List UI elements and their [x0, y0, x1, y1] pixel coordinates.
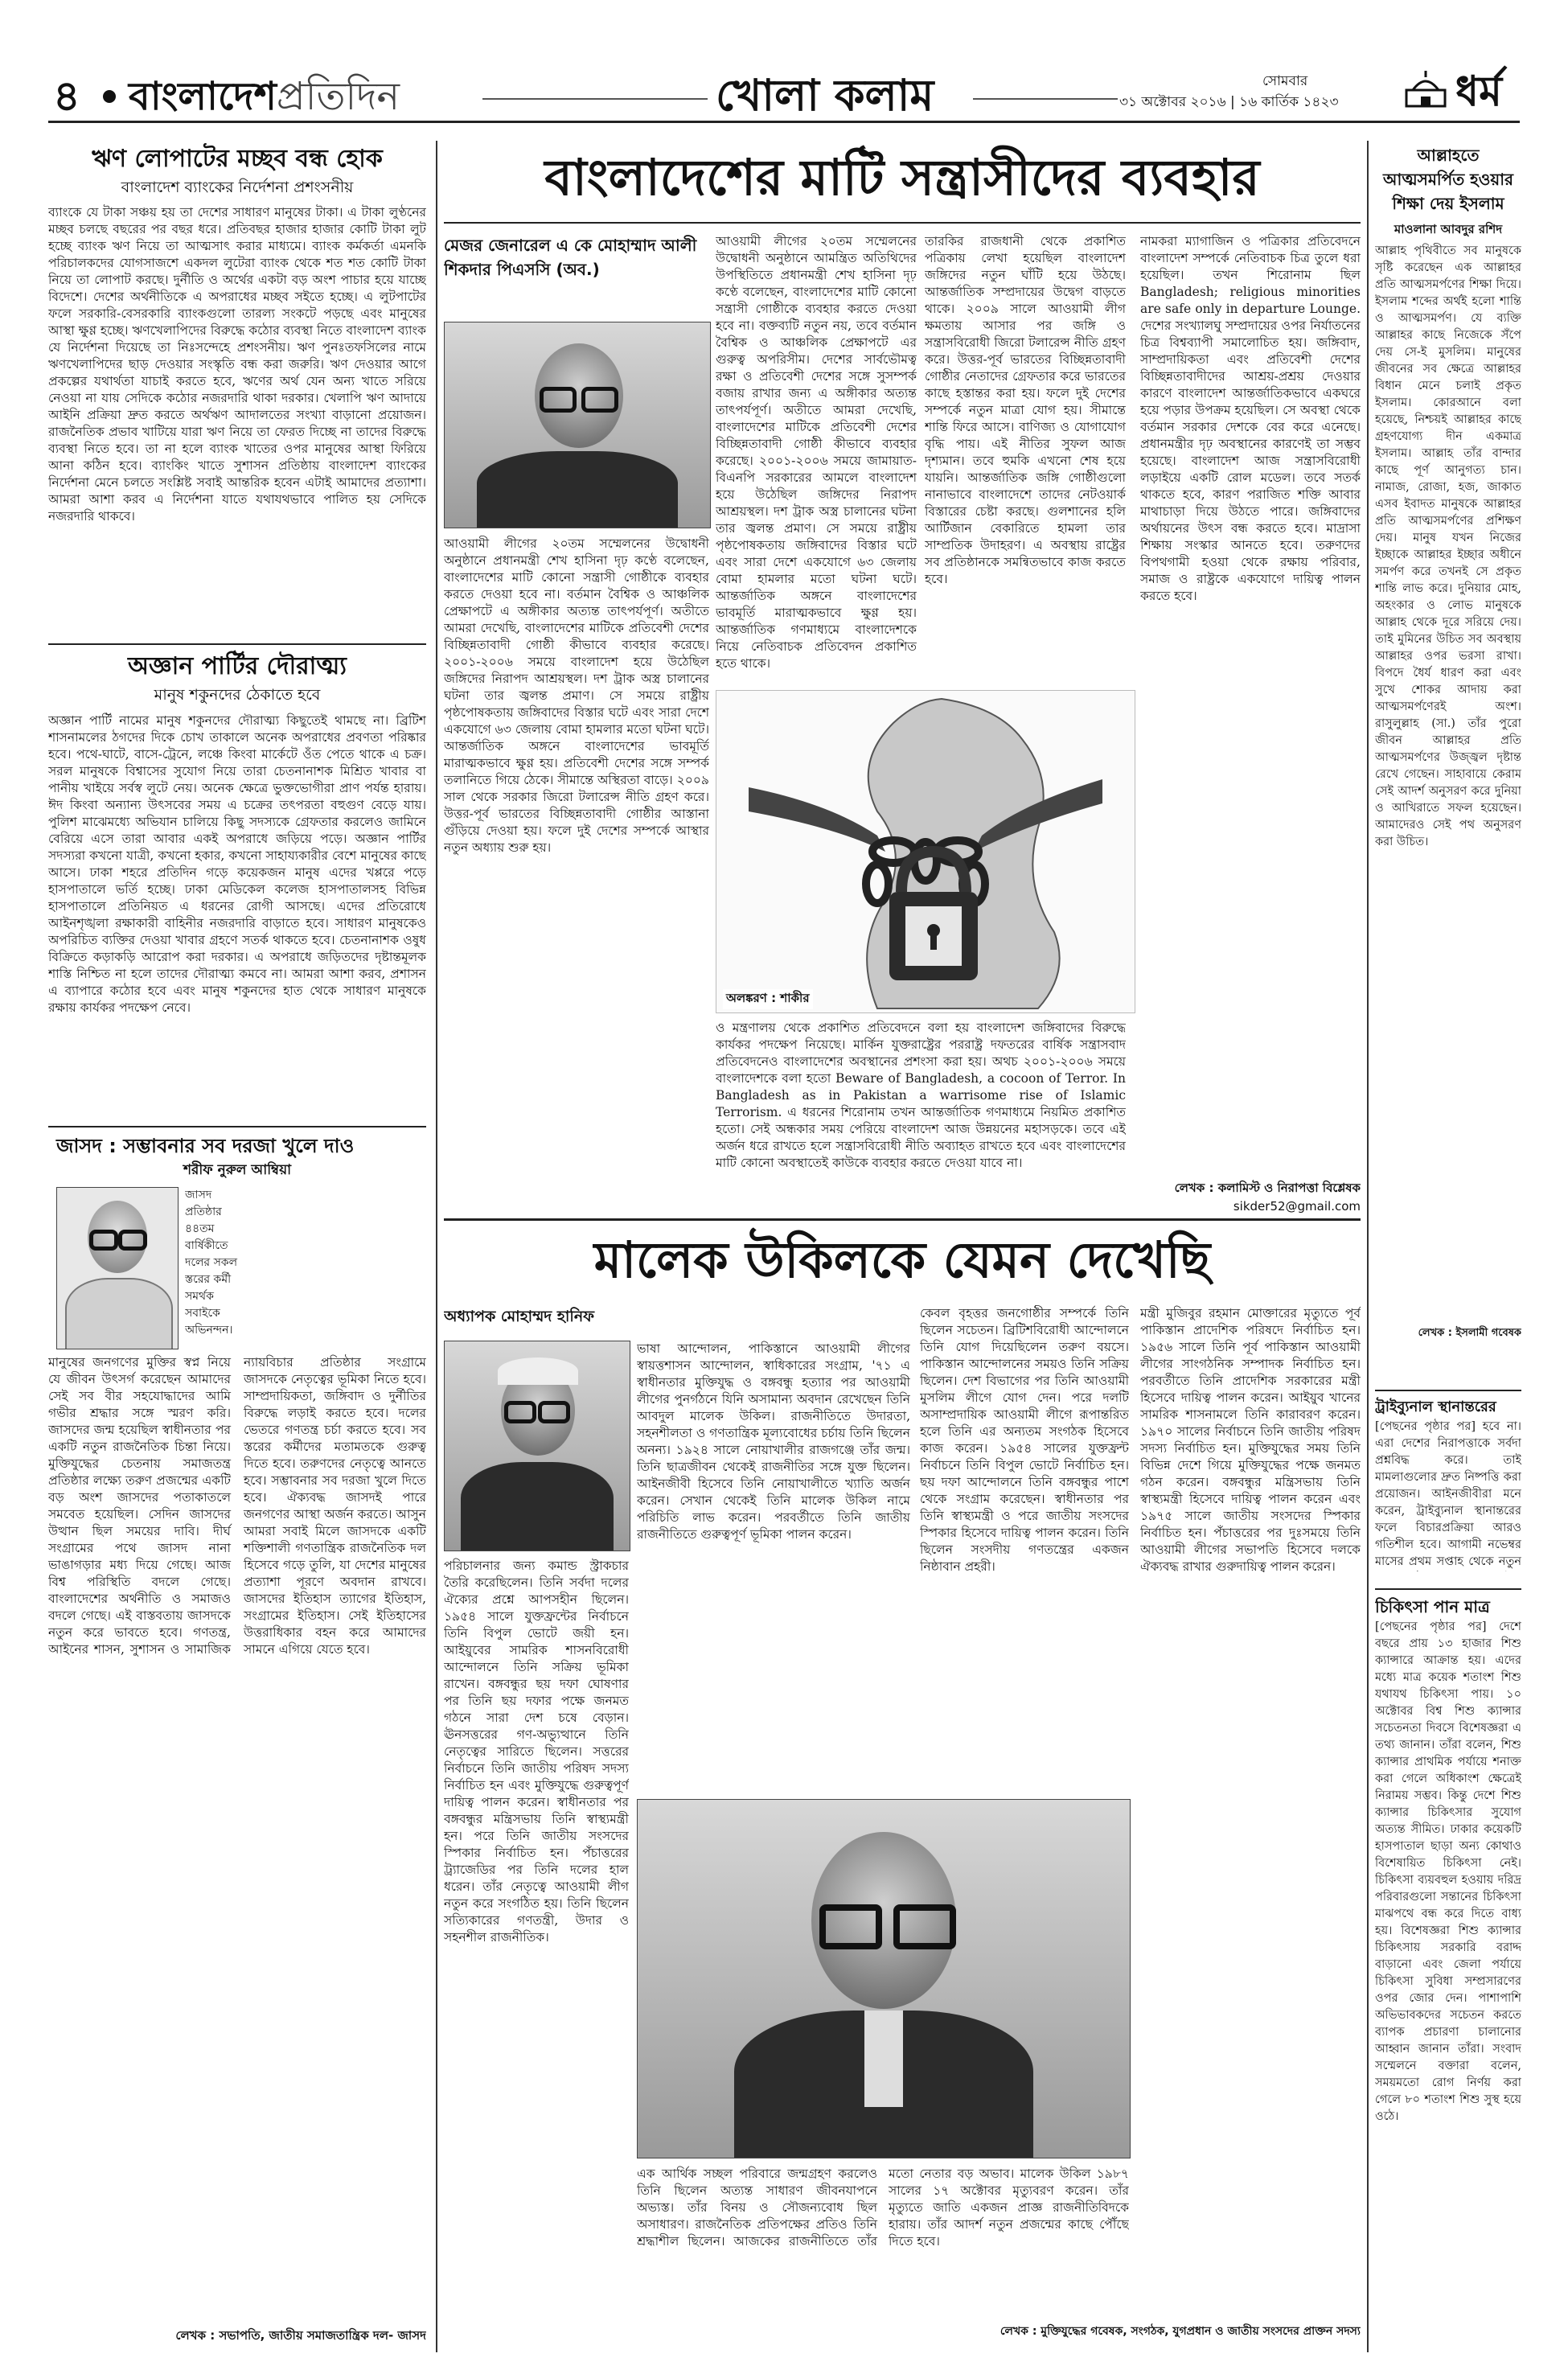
- main-body-1: আওয়ামী লীগের ২০তম সম্মেলনের উদ্বোধনী অনুষ্ঠানে আমন্ত্রিত অতিথিদের উপস্থিতিতে প্রধানমন্ত্রী শেখ হাসিনা দৃঢ় কণ্ঠে বলেছেন, বাংলাদেশের মাটি কোনো সন্ত্রাসী গোষ্ঠীকে ব্যবহার করতে দেওয়া হবে না। বক্তব্যটি নতুন নয়, তবে বর্তমান বৈশ্বিক ও আঞ্চলিক প্রেক্ষাপটে এর গুরুত্ব অপরিসীম। দেশের সার্বভৌমত্ব রক্ষা ও প্রতিবেশী দেশের সঙ্গে সুসম্পর্ক বজায় রাখার জন্য এ অঙ্গীকার অত্যন্ত তাৎপর্যপূর্ণ। অতীতে আমরা দেখেছি, বাংলাদেশের মাটিকে প্রতিবেশী দেশের বিচ্ছিন্নতাবাদী গোষ্ঠী কীভাবে ব্যবহার করেছে। ২০০১-২০০৬ সময়ে জামায়াত-বিএনপি সরকারের আমলে বাংলাদেশ হয়ে উঠেছিল জঙ্গিদের নিরাপদ আশ্রয়স্থল। দশ ট্রাক অস্ত্র চালানের ঘটনা তার জ্বলন্ত প্রমাণ। সে সময়ে রাষ্ট্রীয় পৃষ্ঠপোষকতায় জঙ্গিবাদের বিস্তার ঘটে এবং সারা দেশে একযোগে ৬৩ জেলায় বোমা হামলার মতো ঘটনা ঘটে। আন্তর্জাতিক অঙ্গনে বাংলাদেশের ভাবমূর্তি মারাত্মকভাবে ক্ষুণ্ণ হয়। আন্তর্জাতিক গণমাধ্যমে বাংলাদেশকে নিয়ে নেতিবাচক প্রতিবেদন প্রকাশিত হতে থাকে।: [716, 234, 917, 671]
- article-subtitle: বাংলাদেশ ব্যাংকের নির্দেশনা প্রশংসনীয়: [121, 179, 354, 196]
- second-author: অধ্যাপক মোহাম্মদ হানিফ: [444, 1308, 595, 1325]
- main-body-3: নামকরা ম্যাগাজিন ও পত্রিকার প্রতিবেদনে বাংলাদেশ সম্পর্কে নেতিবাচক চিত্র তুলে ধরা হয়েছিল। তখন শিরোনাম ছিল Bangladesh; religious minorities are safe only in departure Lounge. দেশের সংখ্যালঘু সম্প্রদায়ের ওপর নির্যাতনের চিত্র বিশ্বব্যাপী সমালোচিত হয়। জঙ্গিবাদ, সাম্প্রদায়িকতা এবং প্রতিবেশী দেশের বিচ্ছিন্নতাবাদীদের আশ্রয়-প্রশ্রয় দেওয়ার কারণে বাংলাদেশ আন্তর্জাতিকভাবে একঘরে হয়ে পড়ার উপক্রম হয়েছিল। সে অবস্থা থেকে বর্তমান সরকার দেশকে বের করে এনেছে। প্রধানমন্ত্রীর দৃঢ় অবস্থানের কারণেই তা সম্ভব হয়েছে। বাংলাদেশ আজ সন্ত্রাসবিরোধী লড়াইয়ে একটি রোল মডেল। তবে সতর্ক থাকতে হবে, কারণ পরাজিত শক্তি আবার মাথাচাড়া দিয়ে উঠতে পারে। জঙ্গিবাদের অর্থায়নের উৎস বন্ধ করতে হবে। মাদ্রাসা শিক্ষায় সংস্কার আনতে হবে। তরুণদের বিপথগামী হওয়া থেকে রক্ষায় পরিবার, সমাজ ও রাষ্ট্রকে একযোগে দায়িত্ব পালন করতে হবে।: [1140, 234, 1361, 603]
- section-title: খোলা কলাম: [716, 70, 934, 121]
- column-divider-right: [1367, 141, 1369, 2352]
- second-body-3: মন্ত্রী মুজিবুর রহমান মোক্তারের মৃত্যুতে পূর্ব পাকিস্তান প্রাদেশিক পরিষদে নির্বাচিত হন। ১৯৫৬ সালে তিনি পূর্ব পাকিস্তান আওয়ামী লীগের সাংগঠনিক সম্পাদক নির্বাচিত হন। পরবর্তীতে তিনি প্রাদেশিক সরকারের মন্ত্রী হিসেবে দায়িত্ব পালন করেন। আইয়ুব খানের সামরিক শাসনামলে তিনি কারাবরণ করেন। ১৯৭০ সালের নির্বাচনে তিনি জাতীয় পরিষদ সদস্য নির্বাচিত হন। মুক্তিযুদ্ধের সময় তিনি বিভিন্ন দেশে গিয়ে মুক্তিযুদ্ধের পক্ষে জনমত গঠন করেন। বঙ্গবন্ধুর মন্ত্রিসভায় তিনি স্বাস্থ্যমন্ত্রী হিসেবে দায়িত্ব পালন করেন এবং ১৯৭৫ সালে জাতীয় সংসদের স্পিকার নির্বাচিত হন। পঁচাত্তরের পর দুঃসময়ে তিনি আওয়ামী লীগের সভাপতি হিসেবে দলকে ঐক্যবদ্ধ রাখার গুরুদায়িত্ব পালন করেন।: [1140, 1306, 1361, 1574]
- right-divider-2: [1375, 1588, 1521, 1590]
- page-number: ৪: [53, 72, 80, 121]
- article-author: শরীফ নুরুল আম্বিয়া: [183, 1162, 292, 1178]
- weekday: সোমবার: [1262, 73, 1308, 89]
- illustration-credit: অলঙ্করণ : শাকীর: [723, 989, 813, 1009]
- chain-lock-icon: [716, 691, 1135, 1012]
- author-photo: [444, 322, 711, 528]
- article-title: আল্লাহতে আত্মসমর্পিত হওয়ার শিক্ষা দেয় ইসলাম: [1383, 146, 1513, 213]
- article-signature: লেখক : সভাপতি, জাতীয় সমাজতান্ত্রিক দল- জাসদ: [175, 2328, 426, 2343]
- main-author: মেজর জেনারেল এ কে মোহাম্মাদ আলী শিকদার পিএসসি (অব.): [444, 236, 697, 279]
- author-note: জাসদ প্রতিষ্ঠার ৪৪তম বার্ষিকীতে দলের সকল স্তরের কর্মী সমর্থক সবাইকে অভিনন্দন।: [185, 1189, 238, 1337]
- left-divider-1: [48, 643, 426, 645]
- article-title: ঋণ লোপাটের মচ্ছব বন্ধ হোক: [92, 145, 383, 173]
- paper-name: [129, 74, 400, 119]
- paper-name-suffix: প্রতিদিন: [276, 74, 400, 119]
- article-title: চিকিৎসা পান মাত্র: [1375, 1597, 1490, 1616]
- bullet-dot: [103, 90, 116, 103]
- second-article: [444, 1226, 1361, 2352]
- second-signature: লেখক : মুক্তিযুদ্ধের গবেষক, সংগঠক, যুগপ্রধান ও জাতীয় সংসদের প্রাক্তন সদস্য: [999, 2325, 1361, 2338]
- article-body: অজ্ঞান পার্টি নামের মানুষ শকুনদের দৌরাত্ম্য কিছুতেই থামছে না। ব্রিটিশ শাসনামলের ঠগদের দিকে চোখ তাকালে অনেক অপরাধের প্রবণতা পরিষ্কার হবে। পথে-ঘাটে, বাসে-ট্রেনে, লঞ্চে কিংবা মার্কেটে ওঁত পেতে থাকে এ চক্র। সরল মানুষকে বিশ্বাসের সুযোগ নিয়ে তারা চেতনানাশক মিশ্রিত খাবার বা পানীয় খাইয়ে সর্বস্ব লুটে নেয়। অনেক ক্ষেত্রে ভুক্তভোগীরা প্রাণ পর্যন্ত হারায়। ঈদ কিংবা অন্যান্য উৎসবের সময় এ চক্রের তৎপরতা বহুগুণ বেড়ে যায়। পুলিশ মাঝেমধ্যে অভিযান চালিয়ে কিছু সদস্যকে গ্রেফতার করলেও জামিনে বেরিয়ে এসে তারা আবার একই অপরাধে জড়িয়ে পড়ে। অজ্ঞান পার্টির সদস্যরা কখনো যাত্রী, কখনো হকার, কখনো সাহায্যকারীর বেশে মানুষের কাছে আসে। ঢাকা শহরে প্রতিদিন গড়ে কয়েকজন মানুষ এদের খপ্পরে পড়ে হাসপাতালে ভর্তি হচ্ছে। ঢাকা মেডিকেল কলেজ হাসপাতালসহ বিভিন্ন হাসপাতালে প্রতিনিয়ত এ ধরনের রোগী আসছে। এদের প্রতিরোধে আইনশৃঙ্খলা রক্ষাকারী বাহিনীর নজরদারি বাড়াতে হবে। সাধারণ মানুষকেও অপরিচিত ব্যক্তির দেওয়া খাবার গ্রহণে সতর্ক থাকতে হবে। চেতনানাশক ওষুধ বিক্রিতে কড়াকড়ি আরোপ করা দরকার। এ অপরাধে জড়িতদের দৃষ্টান্তমূলক শাস্তি নিশ্চিত না হলে তাদের দৌরাত্ম্য কমবে না। আমরা আশা করব, প্রশাসন এ ব্যাপারে কঠোর হবে এবং মানুষ শকুনদের হাত থেকে সাধারণ মানুষকে রক্ষায় কার্যকর পদক্ষেপ নেবে।: [48, 713, 426, 1015]
- mosque-icon: [1403, 71, 1448, 108]
- second-body-2: কেবল বৃহত্তর জনগোষ্ঠীর সম্পর্কে তিনি ছিলেন সচেতন। ব্রিটিশবিরোধী আন্দোলনে তিনি যোগ দিয়েছিলেন তরুণ বয়সে। পাকিস্তান আন্দোলনের সময়ও তিনি সক্রিয় ছিলেন। দেশ বিভাগের পর তিনি আওয়ামী মুসলিম লীগে যোগ দেন। পরে দলটি অসাম্প্রদায়িক আওয়ামী লীগে রূপান্তরিত হলে তিনি এর অন্যতম সংগঠক হিসেবে কাজ করেন। ১৯৫৪ সালের যুক্তফ্রন্ট নির্বাচনে তিনি বিপুল ভোটে নির্বাচিত হন। ছয় দফা আন্দোলনে তিনি বঙ্গবন্ধুর পাশে থেকে সংগ্রাম করেছেন। স্বাধীনতার পর তিনি স্বাস্থ্যমন্ত্রী ও পরে জাতীয় সংসদের স্পিকার হিসেবে দায়িত্ব পালন করেন। তিনি ছিলেন সংসদীয় গণতন্ত্রের একজন নিষ্ঠাবান প্রহরী।: [920, 1306, 1129, 1574]
- masthead: [0, 0, 1568, 121]
- headline-rule: [444, 222, 1361, 224]
- article-author: মাওলানা আবদুর রশিদ: [1394, 222, 1503, 236]
- column-divider-left: [436, 141, 437, 2352]
- right-article-islam: [1375, 143, 1521, 1382]
- article-title: ট্রাইব্যুনাল স্থানান্তরের: [1375, 1399, 1496, 1415]
- article-title: জাসদ : সম্ভাবনার সব দরজা খুলে দাও: [56, 1135, 355, 1157]
- masthead-rule-mid: [973, 98, 1118, 100]
- main-body-1b: আওয়ামী লীগের ২০তম সম্মেলনের উদ্বোধনী অনুষ্ঠানে প্রধানমন্ত্রী শেখ হাসিনা দৃঢ় কণ্ঠে বলেছেন, বাংলাদেশের মাটি কোনো সন্ত্রাসী গোষ্ঠীকে ব্যবহার করতে দেওয়া হবে না। বর্তমান বৈশ্বিক ও আঞ্চলিক প্রেক্ষাপটে এ অঙ্গীকার অত্যন্ত তাৎপর্যপূর্ণ। অতীতে আমরা দেখেছি, বাংলাদেশের মাটিকে প্রতিবেশী দেশের বিচ্ছিন্নতাবাদী গোষ্ঠী কীভাবে ব্যবহার করেছে। ২০০১-২০০৬ সময়ে বাংলাদেশ হয়ে উঠেছিল জঙ্গিদের নিরাপদ আশ্রয়স্থল। দশ ট্রাক অস্ত্র চালানের ঘটনা তার জ্বলন্ত প্রমাণ। সে সময়ে রাষ্ট্রীয় পৃষ্ঠপোষকতায় জঙ্গিবাদের বিস্তার ঘটে এবং সারা দেশে একযোগে ৬৩ জেলায় বোমা হামলার মতো ঘটনা ঘটে। আন্তর্জাতিক অঙ্গনে বাংলাদেশের ভাবমূর্তি মারাত্মকভাবে ক্ষুণ্ণ হয়। প্রতিবেশী দেশের সঙ্গে সম্পর্ক তলানিতে গিয়ে ঠেকে। সীমান্তে অস্থিরতা বাড়ে। ২০০৯ সাল থেকে সরকার জিরো টলারেন্স নীতি গ্রহণ করে। উত্তর-পূর্ব ভারতের বিচ্ছিন্নতাবাদী গোষ্ঠীর আস্তানা গুঁড়িয়ে দেওয়া হয়। ফলে দুই দেশের সম্পর্কে আস্থার নতুন অধ্যায় শুরু হয়।: [444, 536, 709, 855]
- article-body: [পেছনের পৃষ্ঠার পর] হবে না। এরা দেশের নিরাপত্তাকে সর্বদা প্রশ্নবিদ্ধ করে। তাই মামলাগুলোর দ্রুত নিষ্পত্তি করা প্রয়োজন। আইনজীবীরা মনে করেন, ট্রাইব্যুনাল স্থানান্তরের ফলে বিচারপ্রক্রিয়া আরও গতিশীল হবে। আগামী নভেম্বর মাসের প্রথম সপ্তাহ থেকে নতুন: [1375, 1420, 1521, 1568]
- main-signature-title: লেখক : কলামিস্ট ও নিরাপত্তা বিশ্লেষক: [1174, 1181, 1361, 1195]
- main-headline: বাংলাদেশের মাটি সন্ত্রাসীদের ব্যবহার: [544, 148, 1260, 207]
- right-article-tribunal: [1375, 1396, 1521, 1581]
- left-article-gang: [48, 650, 426, 1124]
- main-body-4: ও মন্ত্রণালয় থেকে প্রকাশিত প্রতিবেদনে বলা হয় বাংলাদেশ জঙ্গিবাদের বিরুদ্ধে কার্যকর পদক্ষেপ নিয়েছে। মার্কিন যুক্তরাষ্ট্রের পররাষ্ট্র দফতরের বার্ষিক সন্ত্রাসবাদ প্রতিবেদনেও বাংলাদেশের অবস্থানের প্রশংসা করা হয়। অথচ ২০০১-২০০৬ সময়ে বাংলাদেশকে বলা হতো Beware of Bangladesh, a cocoon of Terror. In Bangladesh as in Pakistan a warrisome rise of Islamic Terrorism. এ ধরনের শিরোনাম তখন আন্তর্জাতিক গণমাধ্যমে নিয়মিত প্রকাশিত হতো। সেই অন্ধকার সময় পেরিয়ে বাংলাদেশ আজ উন্নয়নের মহাসড়কে। তবে এই অর্জন ধরে রাখতে হলে সন্ত্রাসবিরোধী নীতি অব্যাহত রাখতে হবে এবং বাংলাদেশের মাটি কোনো অবস্থাতেই কাউকে ব্যবহার করতে দেওয়া যাবে না।: [716, 1021, 1126, 1170]
- left-article-loan: [48, 143, 426, 634]
- article-subtitle: মানুষ শকুনদের ঠেকাতে হবে: [154, 686, 321, 704]
- article-body: [পেছনের পৃষ্ঠার পর] দেশে বছরে প্রায় ১৩ হাজার শিশু ক্যান্সারে আক্রান্ত হয়। এদের মধ্যে মাত্র কয়েক শতাংশ শিশু যথাযথ চিকিৎসা পায়। ১০ অক্টোবর বিশ্ব শিশু ক্যান্সার সচেতনতা দিবসে বিশেষজ্ঞরা এ তথ্য জানান। তাঁরা বলেন, শিশু ক্যান্সার প্রাথমিক পর্যায়ে শনাক্ত করা গেলে অধিকাংশ ক্ষেত্রেই নিরাময় সম্ভব। কিন্তু দেশে শিশু ক্যান্সার চিকিৎসার সুযোগ অত্যন্ত সীমিত। ঢাকার কয়েকটি হাসপাতাল ছাড়া অন্য কোথাও বিশেষায়িত চিকিৎসা নেই। চিকিৎসা ব্যয়বহুল হওয়ায় দরিদ্র পরিবারগুলো সন্তানের চিকিৎসা মাঝপথে বন্ধ করে দিতে বাধ্য হয়। বিশেষজ্ঞরা শিশু ক্যান্সার চিকিৎসায় সরকারি বরাদ্দ বাড়ানো এবং জেলা পর্যায়ে চিকিৎসা সুবিধা সম্প্রসারণের ওপর জোর দেন। পাশাপাশি অভিভাবকদের সচেতন করতে ব্যাপক প্রচারণা চালানোর আহ্বান জানান তাঁরা। সংবাদ সম্মেলনে বক্তারা বলেন, সময়মতো রোগ নির্ণয় করা গেলে ৮০ শতাংশ শিশু সুস্থ হয়ে ওঠে।: [1375, 1620, 1521, 2123]
- malek-ukil-portrait: [637, 1799, 1131, 2158]
- article-signature: লেখক : ইসলামী গবেষক: [1418, 1327, 1521, 1339]
- second-headline: মালেক উকিলকে যেমন দেখেছি: [593, 1230, 1211, 1289]
- masthead-rule-left: [482, 98, 708, 100]
- article-body: আল্লাহ পৃথিবীতে সব মানুষকে সৃষ্টি করেছেন এক আল্লাহর প্রতি আত্মসমর্পণের শিক্ষা দিয়ে। ইসলাম শব্দের অর্থই হলো শান্তি ও আত্মসমর্পণ। যে ব্যক্তি আল্লাহর কাছে নিজেকে সঁপে দেয় সে-ই মুসলিম। মানুষের জীবনের সব ক্ষেত্রে আল্লাহর বিধান মেনে চলাই প্রকৃত ইসলাম। কোরআনে বলা হয়েছে, নিশ্চয়ই আল্লাহর কাছে গ্রহণযোগ্য দীন একমাত্র ইসলাম। আল্লাহ তাঁর বান্দার কাছে পূর্ণ আনুগত্য চান। নামাজ, রোজা, হজ, জাকাত এসব ইবাদত মানুষকে আল্লাহর প্রতি আত্মসমর্পণের প্রশিক্ষণ দেয়। মানুষ যখন নিজের ইচ্ছাকে আল্লাহর ইচ্ছার অধীনে সমর্পণ করে তখনই সে প্রকৃত শান্তি লাভ করে। দুনিয়ার মোহ, অহংকার ও লোভ মানুষকে আল্লাহ থেকে দূরে সরিয়ে দেয়। তাই মুমিনের উচিত সব অবস্থায় আল্লাহর ওপর ভরসা রাখা। বিপদে ধৈর্য ধারণ করা এবং সুখে শোকর আদায় করা আত্মসমর্পণেরই অংশ। রাসুলুল্লাহ (সা.) তাঁর পুরো জীবন আল্লাহর প্রতি আত্মসমর্পণের উজ্জ্বল দৃষ্টান্ত রেখে গেছেন। সাহাবায়ে কেরাম সেই আদর্শ অনুসরণ করে দুনিয়া ও আখিরাতে সফল হয়েছেন। আমাদেরও সেই পথ অনুসরণ করা উচিত।: [1375, 244, 1521, 848]
- main-body-2: তারকির রাজধানী থেকে প্রকাশিত পত্রিকায় লেখা হয়েছিল বাংলাদেশ জঙ্গিদের নতুন ঘাঁটি হয়ে উঠছে। আন্তর্জাতিক সম্প্রদায়ের উদ্বেগ বাড়তে থাকে। ২০০৯ সালে আওয়ামী লীগ ক্ষমতায় আসার পর জঙ্গি ও সন্ত্রাসবিরোধী জিরো টলারেন্স নীতি গ্রহণ করে। উত্তর-পূর্ব ভারতের বিচ্ছিন্নতাবাদী গোষ্ঠীর নেতাদের গ্রেফতার করে ভারতের কাছে হস্তান্তর করা হয়। ফলে দুই দেশের সম্পর্কে নতুন মাত্রা যোগ হয়। সীমান্তে শান্তি ফিরে আসে। বাণিজ্য ও যোগাযোগ বৃদ্ধি পায়। এই নীতির সুফল আজ দৃশ্যমান। তবে হুমকি এখনো শেষ হয়ে যায়নি। আন্তর্জাতিক জঙ্গি গোষ্ঠীগুলো নানাভাবে বাংলাদেশে তাদের নেটওয়ার্ক বিস্তারের চেষ্টা করছে। গুলশানের হলি আর্টিজান বেকারিতে হামলা তার সাম্প্রতিক উদাহরণ। এ অবস্থায় রাষ্ট্রের সব প্রতিষ্ঠানকে সমন্বিতভাবে কাজ করতে হবে।: [925, 234, 1126, 586]
- author-photo: [56, 1187, 179, 1349]
- article-body: মানুষের জনগণের মুক্তির স্বপ্ন নিয়ে যে জীবন উৎসর্গ করেছেন আমাদের সেই সব বীর সহযোদ্ধাদের আমি গভীর শ্রদ্ধার সঙ্গে স্মরণ করি। জাসদের জন্ম হয়েছিল স্বাধীনতার পর একটি নতুন রাজনৈতিক চিন্তা নিয়ে। মুক্তিযুদ্ধের চেতনায় সমাজতন্ত্র প্রতিষ্ঠার লক্ষ্যে তরুণ প্রজন্মের একটি বড় অংশ জাসদের পতাকাতলে সমবেত হয়েছিল। সেদিন জাসদের উত্থান ছিল সময়ের দাবি। দীর্ঘ সংগ্রামের পথে জাসদ নানা ভাঙাগড়ার মধ্য দিয়ে গেছে। আজ বিশ্ব পরিস্থিতি বদলে গেছে। বাংলাদেশের অর্থনীতি ও সমাজও বদলে গেছে। এই বাস্তবতায় জাসদকে নতুন করে ভাবতে হবে। গণতন্ত্র, আইনের শাসন, সুশাসন ও সামাজিক ন্যায়বিচার প্রতিষ্ঠার সংগ্রামে জাসদকে নেতৃত্বের ভূমিকা নিতে হবে। সাম্প্রদায়িকতা, জঙ্গিবাদ ও দুর্নীতির বিরুদ্ধে লড়াই করতে হবে। দলের ভেতরে গণতন্ত্র চর্চা করতে হবে। সব স্তরের কর্মীদের মতামতকে গুরুত্ব দিতে হবে। তরুণদের নেতৃত্বে আনতে হবে। সম্ভাবনার সব দরজা খুলে দিতে হবে। ঐক্যবদ্ধ জাসদই পারে জনগণের আস্থা অর্জন করতে। আসুন আমরা সবাই মিলে জাসদকে একটি শক্তিশালী গণতান্ত্রিক রাজনৈতিক দল হিসেবে গড়ে তুলি, যা দেশের মানুষের প্রত্যাশা পূরণে অবদান রাখবে। জাসদের ইতিহাস ত্যাগের ইতিহাস, সংগ্রামের ইতিহাস। সেই ইতিহাসের উত্তরাধিকার বহন করে আমাদের সামনে এগিয়ে যেতে হবে।: [48, 1355, 426, 1657]
- right-divider-1: [1375, 1390, 1521, 1391]
- paper-name-main: বাংলাদেশ: [129, 74, 277, 119]
- masthead-bottom-rule: [48, 121, 1520, 123]
- religion-section-label: ধর্ম: [1455, 68, 1503, 116]
- second-body-1b: পরিচালনার জন্য কমান্ড স্ট্রাকচার তৈরি করেছিলেন। তিনি সর্বদা দলের ঐক্যের প্রশ্নে আপসহীন ছিলেন। ১৯৫৪ সালে যুক্তফ্রন্টের নির্বাচনে তিনি বিপুল ভোটে জয়ী হন। আইয়ুবের সামরিক শাসনবিরোধী আন্দোলনে তিনি সক্রিয় ভূমিকা রাখেন। বঙ্গবন্ধুর ছয় দফা ঘোষণার পর তিনি ছয় দফার পক্ষে জনমত গঠনে সারা দেশ চষে বেড়ান। ঊনসত্তরের গণ-অভ্যুত্থানে তিনি নেতৃত্বের সারিতে ছিলেন। সত্তরের নির্বাচনে তিনি জাতীয় পরিষদ সদস্য নির্বাচিত হন এবং মুক্তিযুদ্ধে গুরুত্বপূর্ণ দায়িত্ব পালন করেন। স্বাধীনতার পর বঙ্গবন্ধুর মন্ত্রিসভায় তিনি স্বাস্থ্যমন্ত্রী হন। পরে তিনি জাতীয় সংসদের স্পিকার নির্বাচিত হন। পঁচাত্তরের ট্র্যাজেডির পর তিনি দলের হাল ধরেন। তাঁর নেতৃত্বে আওয়ামী লীগ নতুন করে সংগঠিত হয়। তিনি ছিলেন সত্যিকারের গণতন্ত্রী, উদার ও সহনশীল রাজনীতিক।: [444, 1559, 629, 1945]
- main-signature-email: sikder52@gmail.com: [1233, 1199, 1361, 1213]
- main-divider: [444, 1218, 1361, 1221]
- right-article-treatment: [1375, 1595, 1521, 2351]
- chain-lock-illustration: [716, 690, 1135, 1013]
- issue-date: ৩১ অক্টোবর ২০১৬ | ১৬ কার্তিক ১৪২৩: [1119, 94, 1339, 110]
- left-article-jasod: [48, 1132, 426, 2351]
- left-divider-2: [48, 1126, 426, 1127]
- article-title: অজ্ঞান পার্টির দৌরাত্ম্য: [127, 652, 347, 680]
- author-photo-small: [444, 1341, 630, 1551]
- second-body-1: ভাষা আন্দোলন, পাকিস্তানে আওয়ামী লীগের স্বায়ত্তশাসন আন্দোলন, স্বাধিকারের সংগ্রাম, '৭১ এ স্বাধীনতার মুক্তিযুদ্ধ ও বঙ্গবন্ধু হত্যার পর আওয়ামী লীগের পুনর্গঠনে যিনি অসামান্য অবদান রেখেছেন তিনি আবদুল মালেক উকিল। রাজনীতিতে উদারতা, সহনশীলতা ও গণতান্ত্রিক মূল্যবোধের চর্চায় তিনি ছিলেন অনন্য। ১৯২৪ সালে নোয়াখালীর রাজগঞ্জে তাঁর জন্ম। তিনি ছাত্রজীবন থেকেই রাজনীতির সঙ্গে যুক্ত ছিলেন। আইনজীবী হিসেবে তিনি নোয়াখালীতে খ্যাতি অর্জন করেন। সেখান থেকেই তিনি মালেক উকিল নামে পরিচিতি লাভ করেন। পরবর্তীতে তিনি জাতীয় রাজনীতিতে গুরুত্বপূর্ণ ভূমিকা পালন করেন।: [637, 1341, 910, 1542]
- second-body-4: এক আর্থিক সচ্ছল পরিবারে জন্মগ্রহণ করলেও তিনি ছিলেন অত্যন্ত সাধারণ জীবনযাপনে অভ্যস্ত। তাঁর বিনয় ও সৌজন্যবোধ ছিল অসাধারণ। রাজনৈতিক প্রতিপক্ষের প্রতিও তিনি শ্রদ্ধাশীল ছিলেন। আজকের রাজনীতিতে তাঁর মতো নেতার বড় অভাব। মালেক উকিল ১৯৮৭ সালের ১৭ অক্টোবর মৃত্যুবরণ করেন। তাঁর মৃত্যুতে জাতি একজন প্রাজ্ঞ রাজনীতিবিদকে হারায়। তাঁর আদর্শ নতুন প্রজন্মের কাছে পৌঁছে দিতে হবে।: [637, 2167, 1129, 2249]
- main-article: [444, 143, 1361, 1213]
- article-body: ব্যাংকে যে টাকা সঞ্চয় হয় তা দেশের সাধারণ মানুষের টাকা। এ টাকা লুণ্ঠনের মচ্ছব চলছে বছরের পর বছর ধরে। প্রতিবছর হাজার হাজার কোটি টাকা লুট হচ্ছে ব্যাংক ঋণ নিয়ে তা আত্মসাৎ করার মাধ্যমে। ব্যাংক কর্মকর্তা এমনকি পরিচালকদের যোগসাজশে একদল লুটেরা ব্যাংক থেকে শত শত কোটি টাকা নিয়ে তা লোপাট করছে। দুর্নীতি ও অর্থের একটা বড় অংশ পাচার হয়ে যাচ্ছে বিদেশে। দেশের অর্থনীতিকে এ অপরাধের মচ্ছব সইতে হচ্ছে। এ লুটপাটের ফলে সরকারি-বেসরকারি ব্যাংকগুলো তারল্য সংকটে পড়ছে এবং মানুষের আস্থা ক্ষুণ্ণ হচ্ছে। ঋণখেলাপিদের বিরুদ্ধে কঠোর ব্যবস্থা নিতে বাংলাদেশ ব্যাংক যে নির্দেশনা দিয়েছে তা নিঃসন্দেহে প্রশংসনীয়। ঋণ পুনঃতফসিলের নামে ঋণখেলাপিদের ছাড় দেওয়ার সংস্কৃতি বন্ধ করা জরুরি। ঋণ দেওয়ার আগে প্রকল্পের যথার্থতা যাচাই করতে হবে, ঋণের অর্থ যেন অন্য খাতে সরিয়ে নেওয়া না যায় সেদিকে কঠোর নজরদারি থাকা দরকার। খেলাপি ঋণ আদায়ে আইনি প্রক্রিয়া দ্রুত করতে অর্থঋণ আদালতের সংখ্যা বাড়ানো প্রয়োজন। রাজনৈতিক প্রভাব খাটিয়ে যারা ঋণ নিয়ে তা ফেরত দিচ্ছে না তাদের বিরুদ্ধে ব্যবস্থা নিতে হবে। তা না হলে ব্যাংক খাতের ওপর মানুষের আস্থা ফিরিয়ে আনা কঠিন হবে। ব্যাংকিং খাতে সুশাসন প্রতিষ্ঠায় বাংলাদেশ ব্যাংকের নির্দেশনা মেনে চলতে সংশ্লিষ্ট সবাই আন্তরিক হবেন এটাই আমাদের প্রত্যাশা। আমরা আশা করব এ নির্দেশনা যাতে যথাযথভাবে পালিত হয় সেদিকে নজরদারি থাকবে।: [48, 205, 426, 524]
- main-signature: [1140, 1179, 1361, 1213]
